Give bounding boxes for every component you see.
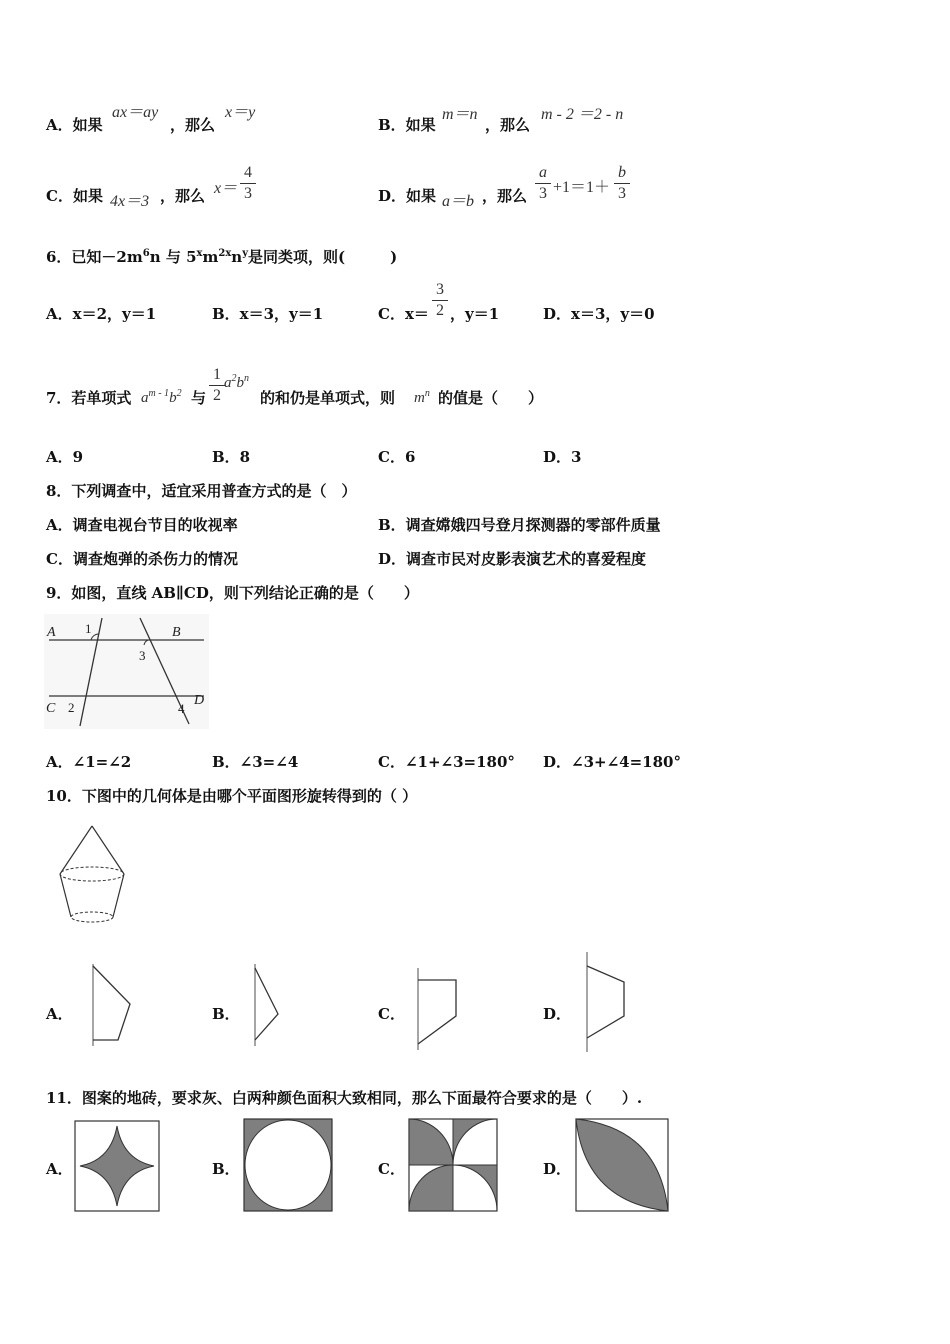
q11-option-b-label: B． xyxy=(212,1160,240,1178)
q5-option-d-numerator-1: a xyxy=(535,163,551,184)
q6-stem-part-e: 是同类项，则( ) xyxy=(248,248,398,266)
q10-option-a-shape xyxy=(88,962,138,1050)
q6-option-c-denominator: 2 xyxy=(436,302,444,319)
q10-option-d-label: D． xyxy=(543,1005,572,1023)
q7-monomial-1 xyxy=(141,388,182,407)
q10-option-b-outline xyxy=(255,968,278,1040)
q5-option-d-eq1: a＝b xyxy=(442,193,475,210)
q11-stem: 11．图案的地砖，要求灰、白两种颜色面积大致相同，那么下面最符合要求的是（ ）. xyxy=(46,1089,643,1107)
q8-option-c: C．调查炮弹的杀伤力的情况 xyxy=(46,550,238,568)
q6-option-c-prefix: C．x＝ xyxy=(378,305,429,323)
q9-label-angle-2: 2 xyxy=(68,700,75,715)
q5-option-c-eq2: x＝ xyxy=(214,180,238,197)
q9-option-c: C．∠1+∠3=180° xyxy=(378,753,515,771)
q5-option-d-denominator-1: 3 xyxy=(539,185,547,202)
q10-option-c-shape xyxy=(414,966,464,1054)
q8-stem: 8．下列调查中，适宜采用普查方式的是（ ） xyxy=(46,482,357,500)
q8-option-b: B．调查嫦娥四号登月探测器的零部件质量 xyxy=(378,516,661,534)
q5-option-a-mid: ，那么 xyxy=(170,116,216,134)
q10-option-c-outline xyxy=(418,980,456,1044)
q10-option-b-label: B． xyxy=(212,1005,240,1023)
q7-stem-start: 7．若单项式 xyxy=(46,389,132,407)
q5-option-c-numerator: 4 xyxy=(240,163,256,184)
q5-option-d-mid: ，那么 xyxy=(482,187,528,205)
q9-option-a: A．∠1=∠2 xyxy=(46,753,132,771)
q9-label-c: C xyxy=(46,701,56,716)
q10-stem: 10．下图中的几何体是由哪个平面图形旋转得到的（ ） xyxy=(46,787,418,805)
q7-numerator: 1 xyxy=(209,365,225,386)
q5-option-d-label: D．如果 xyxy=(378,187,437,205)
q6-option-a: A．x＝2，y＝1 xyxy=(46,305,157,323)
q9-label-angle-1: 1 xyxy=(85,621,92,636)
q10-frustum-left-edge xyxy=(60,874,71,917)
q7-denominator: 2 xyxy=(213,387,221,404)
q7-m-base: m xyxy=(414,390,425,406)
q7-monomial-2-a-exp: 2 xyxy=(231,373,237,384)
q8-option-a: A．调查电视台节目的收视率 xyxy=(46,516,238,534)
q5-option-d-fraction-2 xyxy=(614,163,630,204)
q10-middle-ellipse xyxy=(60,867,124,881)
q6-stem-part-a: 6．已知－2m xyxy=(46,248,143,266)
q7-monomial-1-b-exp: 2 xyxy=(176,388,182,399)
q5-option-d-fraction-1 xyxy=(535,163,551,204)
q5-option-b-mid: ，那么 xyxy=(485,116,531,134)
q11-option-b-circle xyxy=(245,1120,331,1210)
q6-option-c-numerator: 3 xyxy=(432,280,448,301)
q11-option-b-tile xyxy=(243,1118,333,1212)
q5-option-d-numerator-2: b xyxy=(614,163,630,184)
q7-stem-middle: 的和仍是单项式，则 xyxy=(260,389,396,407)
q5-option-c-denominator: 3 xyxy=(244,185,252,202)
q5-option-b-label: B．如果 xyxy=(378,116,436,134)
q6-option-b: B．x＝3，y＝1 xyxy=(212,305,324,323)
q7-with: 与 xyxy=(191,389,207,407)
q5-option-d-middle: +1＝1＋ xyxy=(553,179,611,196)
q6-sup-4: y xyxy=(242,248,248,259)
q6-sup-3: 2x xyxy=(218,248,232,259)
q9-stem: 9．如图，直线 AB∥CD，则下列结论正确的是（ ） xyxy=(46,584,419,602)
q11-option-d-label: D． xyxy=(543,1160,572,1178)
q6-stem-part-b: n 与 5 xyxy=(149,248,197,266)
q5-option-a-eq1: ax＝ay xyxy=(112,104,159,121)
q7-m-power-n xyxy=(414,388,430,407)
q8-option-d: D．调查市民对皮影表演艺术的喜爱程度 xyxy=(378,550,647,568)
q10-option-b-shape xyxy=(250,962,290,1050)
q6-option-c-suffix: ，y＝1 xyxy=(450,305,500,323)
q11-option-c-tile xyxy=(408,1118,498,1212)
q9-label-angle-3: 3 xyxy=(139,648,146,663)
q7-monomial-2-b: b xyxy=(236,375,244,391)
q9-label-b: B xyxy=(172,625,181,640)
q5-option-c-eq1: 4x＝3 xyxy=(110,193,150,210)
q7-monomial-2 xyxy=(224,373,249,392)
q6-option-c-fraction xyxy=(432,280,448,321)
q6-stem xyxy=(46,245,397,266)
q6-option-d: D．x＝3，y＝0 xyxy=(543,305,655,323)
q5-option-c-fraction xyxy=(240,163,256,204)
q9-option-b: B．∠3=∠4 xyxy=(212,753,299,771)
q6-sup-2: x xyxy=(196,248,203,259)
q11-option-a-tile xyxy=(74,1120,160,1212)
q7-monomial-1-a: a xyxy=(141,390,149,406)
q7-monomial-2-a: a xyxy=(224,375,232,391)
q7-option-a: A．9 xyxy=(46,448,84,466)
q5-option-b-eq1: m＝n xyxy=(442,106,478,123)
q5-option-d-denominator-2: 3 xyxy=(618,185,626,202)
q7-monomial-1-a-exp: m - 1 xyxy=(148,388,170,399)
q9-option-d: D．∠3+∠4=180° xyxy=(543,753,681,771)
q10-option-a-label: A． xyxy=(46,1005,73,1023)
q10-bottom-ellipse xyxy=(71,912,113,922)
q5-option-b-eq2: m - 2 ＝2 - n xyxy=(541,106,624,123)
q9-label-angle-4: 4 xyxy=(178,701,185,716)
q7-fraction xyxy=(209,365,225,406)
q10-frustum-right-edge xyxy=(113,874,124,917)
q9-parallel-lines-figure xyxy=(44,614,209,729)
q7-n-exp: n xyxy=(424,388,430,399)
q5-option-a-label: A．如果 xyxy=(46,116,103,134)
q5-option-c-label: C．如果 xyxy=(46,187,103,205)
q11-option-c-label: C． xyxy=(378,1160,405,1178)
q10-option-a-outline xyxy=(93,966,130,1040)
q7-stem-end: 的值是（ ） xyxy=(438,389,544,407)
q7-monomial-1-b: b xyxy=(169,390,177,406)
q10-option-c-label: C． xyxy=(378,1005,405,1023)
q7-option-b: B．8 xyxy=(212,448,251,466)
q7-option-d: D．3 xyxy=(543,448,582,466)
q6-stem-part-c: m xyxy=(202,248,219,266)
q10-option-d-shape xyxy=(582,950,632,1054)
q7-option-c: C．6 xyxy=(378,448,416,466)
q5-option-a-eq2: x＝y xyxy=(225,104,256,121)
q9-label-d: D xyxy=(194,693,205,708)
q11-option-d-tile xyxy=(575,1118,669,1212)
q7-monomial-2-b-exp: n xyxy=(244,373,249,384)
q6-sup-1: 6 xyxy=(142,248,150,259)
q11-option-a-label: A． xyxy=(46,1160,73,1178)
q9-label-a: A xyxy=(47,625,56,640)
q5-option-c-mid: ，那么 xyxy=(160,187,206,205)
q10-option-d-outline xyxy=(587,966,624,1038)
q6-stem-part-d: n xyxy=(231,248,243,266)
q10-solid-figure xyxy=(52,822,132,926)
